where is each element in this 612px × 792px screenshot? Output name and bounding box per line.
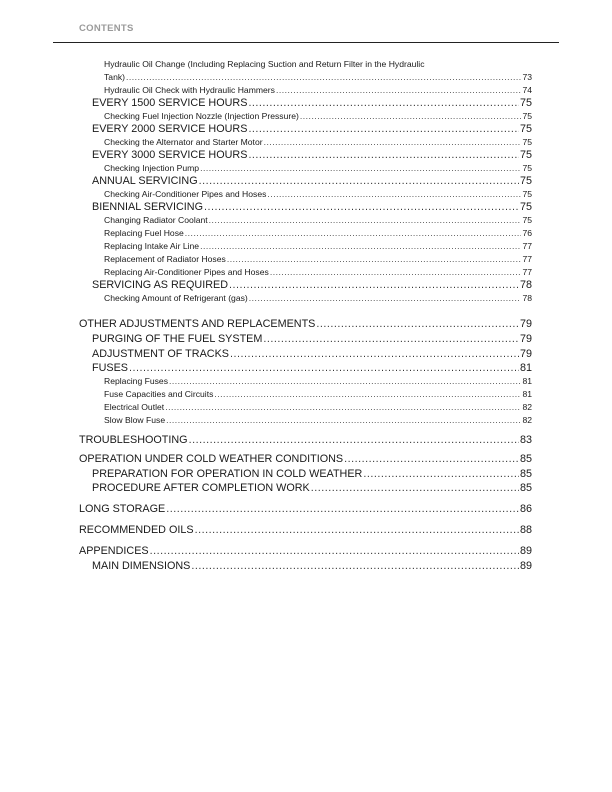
toc-leader bbox=[249, 293, 522, 303]
toc-title: Checking Air-Conditioner Pipes and Hoses bbox=[104, 189, 267, 199]
toc-leader bbox=[300, 111, 522, 121]
toc-title: Checking the Alternator and Starter Motor bbox=[104, 137, 263, 147]
toc-entry[interactable] bbox=[79, 318, 532, 330]
toc-page: 76 bbox=[522, 228, 532, 238]
toc-leader bbox=[204, 201, 519, 213]
toc-page: 75 bbox=[519, 97, 532, 109]
toc-title: PREPARATION FOR OPERATION IN COLD WEATHER bbox=[92, 468, 363, 480]
toc-entry[interactable] bbox=[92, 279, 532, 291]
toc-entry[interactable] bbox=[92, 201, 532, 213]
toc-leader bbox=[185, 228, 522, 238]
toc-entry[interactable] bbox=[104, 376, 532, 386]
toc-page: 75 bbox=[519, 149, 532, 161]
toc-page: 73 bbox=[522, 72, 532, 82]
toc-title: ADJUSTMENT OF TRACKS bbox=[92, 348, 229, 360]
toc-leader bbox=[267, 189, 521, 199]
toc-title: Changing Radiator Coolant bbox=[104, 215, 208, 225]
toc-page: 78 bbox=[519, 279, 532, 291]
toc-entry[interactable] bbox=[104, 85, 532, 95]
toc-page: 78 bbox=[522, 293, 532, 303]
toc-page: 75 bbox=[522, 137, 532, 147]
toc-page: 79 bbox=[519, 348, 532, 360]
toc-entry[interactable] bbox=[92, 149, 532, 161]
toc-title: Checking Amount of Refrigerant (gas) bbox=[104, 293, 248, 303]
toc-page: 83 bbox=[519, 434, 532, 446]
toc-leader bbox=[195, 524, 519, 536]
toc-leader bbox=[316, 318, 519, 330]
toc-entry[interactable] bbox=[104, 415, 532, 425]
toc-leader bbox=[165, 402, 521, 412]
toc-leader bbox=[199, 175, 519, 187]
toc-leader bbox=[166, 415, 521, 425]
toc-page: 85 bbox=[519, 453, 532, 465]
toc-page: 75 bbox=[522, 215, 532, 225]
toc-leader bbox=[263, 333, 519, 345]
toc-entry[interactable] bbox=[104, 241, 532, 251]
toc-leader bbox=[166, 503, 519, 515]
toc-leader bbox=[264, 137, 522, 147]
toc-page: 82 bbox=[522, 415, 532, 425]
toc-page: 86 bbox=[519, 503, 532, 515]
toc-entry[interactable] bbox=[104, 293, 532, 303]
toc-entry[interactable] bbox=[104, 111, 532, 121]
toc-entry[interactable] bbox=[104, 228, 532, 238]
toc-entry[interactable] bbox=[104, 267, 532, 277]
toc-page: 75 bbox=[519, 123, 532, 135]
toc-leader bbox=[276, 85, 521, 95]
toc-entry[interactable] bbox=[92, 333, 532, 345]
toc-leader bbox=[150, 545, 519, 557]
toc-page: 88 bbox=[519, 524, 532, 536]
toc-title: Electrical Outlet bbox=[104, 402, 165, 412]
toc-entry[interactable] bbox=[104, 254, 532, 264]
toc-page: 85 bbox=[519, 468, 532, 480]
header-rule bbox=[53, 42, 559, 43]
toc-leader bbox=[169, 376, 521, 386]
toc-leader bbox=[229, 279, 519, 291]
toc-entry[interactable] bbox=[104, 137, 532, 147]
toc-title: MAIN DIMENSIONS bbox=[92, 560, 191, 572]
toc-title: Tank) bbox=[104, 72, 126, 82]
toc-title: PROCEDURE AFTER COMPLETION WORK bbox=[92, 482, 310, 494]
toc-leader bbox=[248, 149, 519, 161]
toc-page: 79 bbox=[519, 318, 532, 330]
toc-leader bbox=[129, 362, 519, 374]
toc-entry[interactable] bbox=[79, 434, 532, 446]
toc-title: ANNUAL SERVICING bbox=[92, 175, 198, 187]
toc-title: APPENDICES bbox=[79, 545, 149, 557]
toc-title: Slow Blow Fuse bbox=[104, 415, 166, 425]
toc-leader bbox=[344, 453, 519, 465]
toc-title: EVERY 2000 SERVICE HOURS bbox=[92, 123, 248, 135]
toc-entry[interactable] bbox=[92, 482, 532, 494]
toc-title: RECOMMENDED OILS bbox=[79, 524, 194, 536]
toc-page: 81 bbox=[522, 389, 532, 399]
toc-title: BIENNIAL SERVICING bbox=[92, 201, 204, 213]
toc-page: 79 bbox=[519, 333, 532, 345]
toc-title: Replacing Fuel Hose bbox=[104, 228, 184, 238]
toc-page: 82 bbox=[522, 402, 532, 412]
toc-leader bbox=[209, 215, 522, 225]
toc-title: Hydraulic Oil Check with Hydraulic Hammers bbox=[104, 85, 275, 95]
toc-entry[interactable] bbox=[79, 453, 532, 465]
toc-leader bbox=[230, 348, 519, 360]
toc-page: 77 bbox=[522, 254, 532, 264]
toc-entry[interactable] bbox=[92, 175, 532, 187]
toc-page: 81 bbox=[522, 376, 532, 386]
toc-title: SERVICING AS REQUIRED bbox=[92, 279, 228, 291]
toc-entry[interactable] bbox=[104, 163, 532, 173]
toc-entry[interactable] bbox=[92, 560, 532, 572]
toc-title: Checking Fuel Injection Nozzle (Injection Pressure) bbox=[104, 111, 299, 121]
toc-entry[interactable] bbox=[104, 389, 532, 399]
toc-entry[interactable] bbox=[104, 215, 532, 225]
toc-leader bbox=[214, 389, 521, 399]
toc-page: 75 bbox=[522, 163, 532, 173]
toc-page: 75 bbox=[519, 201, 532, 213]
toc-leader bbox=[200, 241, 521, 251]
toc-leader bbox=[363, 468, 519, 480]
toc-page: 75 bbox=[522, 111, 532, 121]
toc-entry[interactable] bbox=[79, 524, 532, 536]
toc-entry[interactable] bbox=[104, 402, 532, 412]
toc-title: Checking Injection Pump bbox=[104, 163, 200, 173]
toc-leader bbox=[248, 97, 519, 109]
toc-entry[interactable] bbox=[79, 503, 532, 515]
toc-leader bbox=[311, 482, 519, 494]
toc-entry-hydraulic-oil-change-line1[interactable]: Hydraulic Oil Change (Including Replacing Suction and Return Filter in the Hydraulic bbox=[104, 59, 425, 69]
toc-title: Replacing Intake Air Line bbox=[104, 241, 200, 251]
toc-page: 77 bbox=[522, 241, 532, 251]
toc-title: Replacement of Radiator Hoses bbox=[104, 254, 226, 264]
toc-page: 77 bbox=[522, 267, 532, 277]
toc-page: 74 bbox=[522, 85, 532, 95]
toc-title: OPERATION UNDER COLD WEATHER CONDITIONS bbox=[79, 453, 344, 465]
toc-entry[interactable] bbox=[79, 545, 532, 557]
toc-title: EVERY 3000 SERVICE HOURS bbox=[92, 149, 248, 161]
toc-entry-hydraulic-oil-change[interactable] bbox=[104, 72, 532, 82]
toc-page: 81 bbox=[519, 362, 532, 374]
toc-entry[interactable] bbox=[104, 189, 532, 199]
toc-entry[interactable] bbox=[92, 362, 532, 374]
toc-entry[interactable] bbox=[92, 123, 532, 135]
toc-title: Fuse Capacities and Circuits bbox=[104, 389, 214, 399]
toc-title: LONG STORAGE bbox=[79, 503, 166, 515]
toc-leader bbox=[191, 560, 519, 572]
toc-leader bbox=[248, 123, 519, 135]
toc-title: EVERY 1500 SERVICE HOURS bbox=[92, 97, 248, 109]
toc-title: OTHER ADJUSTMENTS AND REPLACEMENTS bbox=[79, 318, 316, 330]
toc-leader bbox=[200, 163, 521, 173]
toc-leader bbox=[270, 267, 522, 277]
toc-leader bbox=[227, 254, 522, 264]
toc-title: Replacing Fuses bbox=[104, 376, 169, 386]
toc-page: 85 bbox=[519, 482, 532, 494]
toc-page: 75 bbox=[519, 175, 532, 187]
toc-leader bbox=[126, 72, 521, 82]
toc-leader bbox=[189, 434, 519, 446]
toc-page: 89 bbox=[519, 560, 532, 572]
toc-title: PURGING OF THE FUEL SYSTEM bbox=[92, 333, 263, 345]
toc-page: 89 bbox=[519, 545, 532, 557]
header-label: CONTENTS bbox=[79, 23, 134, 34]
toc-title: Replacing Air-Conditioner Pipes and Hoses bbox=[104, 267, 269, 277]
toc-entry[interactable] bbox=[92, 348, 532, 360]
toc-entry[interactable] bbox=[92, 97, 532, 109]
toc-page: 75 bbox=[522, 189, 532, 199]
toc-entry[interactable] bbox=[92, 468, 532, 480]
toc-title: FUSES bbox=[92, 362, 128, 374]
toc-title: TROUBLESHOOTING bbox=[79, 434, 188, 446]
